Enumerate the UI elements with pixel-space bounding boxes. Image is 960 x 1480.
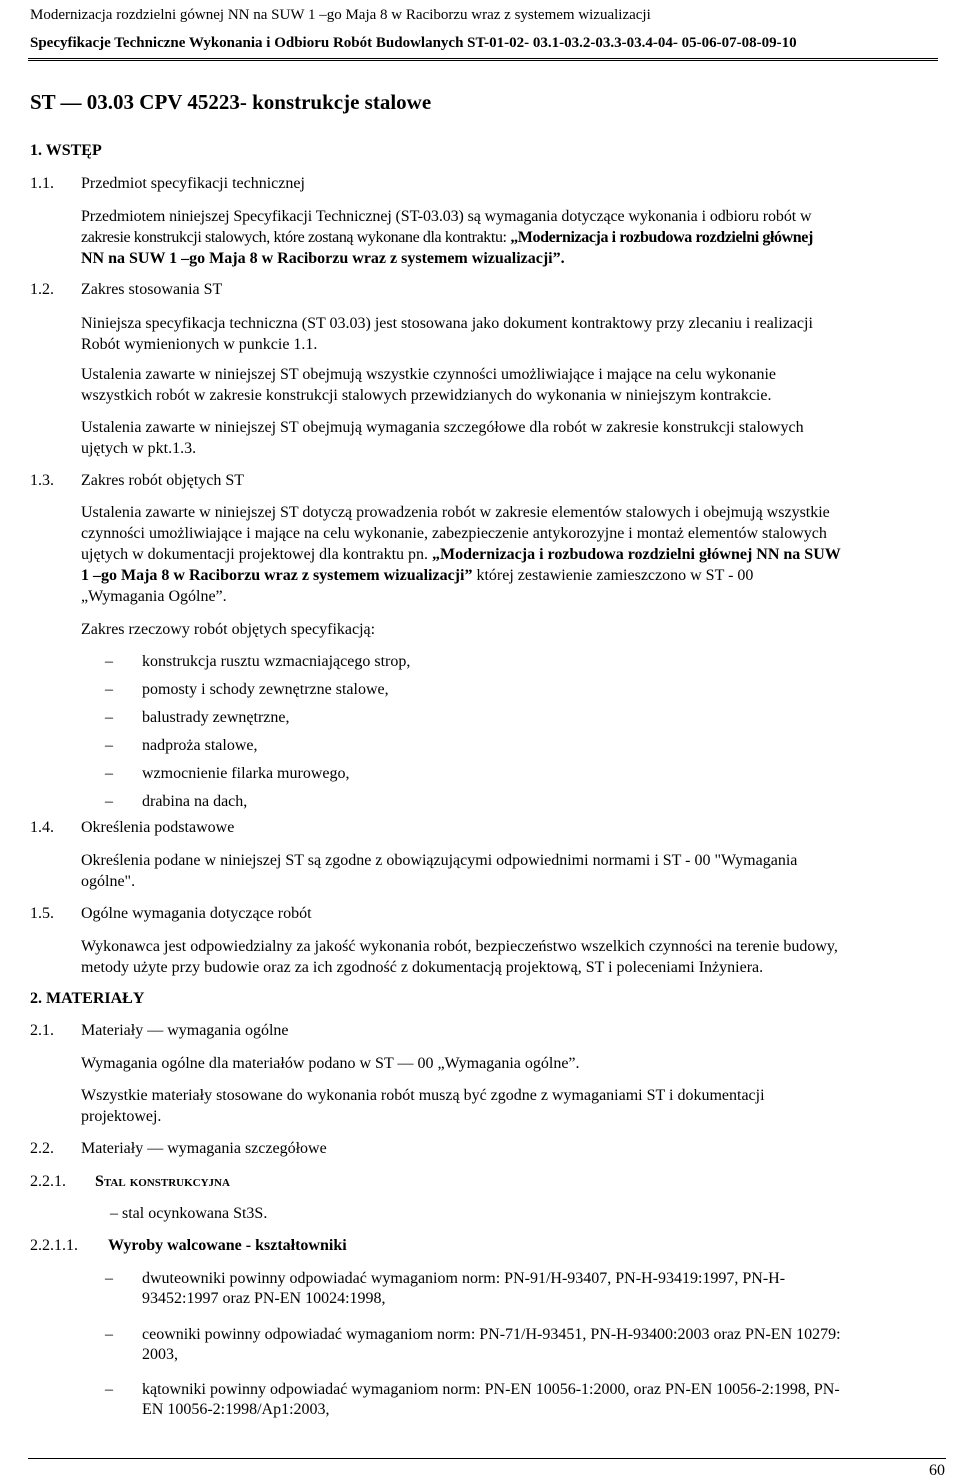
- section-1-2-text-line: Ustalenia zawarte w niniejszej ST obejmują wymagania szczegółowe dla robót w zakresie konstrukcji stalowych: [81, 419, 804, 436]
- section-2-1-text-line: projektowej.: [81, 1108, 162, 1125]
- page-number: 60: [929, 1462, 945, 1479]
- section-2-2-number: 2.2.: [30, 1140, 54, 1157]
- list-item: drabina na dach,: [142, 793, 248, 810]
- section-1-3-text-line: czynności umożliwiające i mające na celu wykonanie, zabezpieczenie antykorozyjne i montaż elementów stalowych: [81, 525, 827, 542]
- list-item: pomosty i schody zewnętrzne stalowe,: [142, 681, 389, 698]
- section-1-4-text-line: ogólne".: [81, 873, 136, 890]
- section-2-2-1-1-number: 2.2.1.1.: [30, 1237, 78, 1254]
- list-dash: –: [105, 1326, 113, 1343]
- section-1-3-text-line: „Wymagania Ogólne”.: [81, 588, 227, 605]
- running-header-spec: Specyfikacje Techniczne Wykonania i Odbioru Robót Budowlanych ST-01-02- 03.1-03.2-03.3-03.4-04- 05-06-07-08-09-10: [30, 35, 797, 51]
- running-header-title: Modernizacja rozdzielni gównej NN na SUW 1 –go Maja 8 w Raciborzu wraz z systemem wizualizacji: [30, 7, 651, 23]
- section-2-heading: 2. MATERIAŁY: [30, 990, 145, 1007]
- list-item: kątowniki powinny odpowiadać wymaganiom norm: PN-EN 10056-1:2000, oraz PN-EN 10056-2:1998, PN- EN 10056-2:1998/Ap1:2003,: [142, 1381, 840, 1418]
- list-dash: –: [105, 1381, 113, 1398]
- list-dash: –: [105, 737, 113, 754]
- section-1-4-text-line: Określenia podane w niniejszej ST są zgodne z obowiązującymi odpowiednimi normami i ST - 00 "Wymagania: [81, 852, 798, 869]
- list-dash: –: [105, 653, 113, 670]
- section-2-2-1-item: – stal ocynkowana St3S.: [110, 1205, 268, 1222]
- section-1-3-scope-intro: Zakres rzeczowy robót objętych specyfikacją:: [81, 621, 376, 638]
- section-2-1-number: 2.1.: [30, 1022, 54, 1039]
- section-2-2-1-1-heading: Wyroby walcowane - kształtowniki: [108, 1237, 347, 1254]
- page-title: ST — 03.03 CPV 45223- konstrukcje stalowe: [30, 90, 432, 114]
- section-1-4-heading: Określenia podstawowe: [81, 819, 235, 836]
- list-dash: –: [105, 709, 113, 726]
- section-2-2-1-heading: Stal konstrukcyjna: [95, 1173, 230, 1190]
- list-item: balustrady zewnętrzne,: [142, 709, 290, 726]
- section-1-5-heading: Ogólne wymagania dotyczące robót: [81, 905, 312, 922]
- section-1-5-text-line: Wykonawca jest odpowiedzialny za jakość wykonania robót, bezpieczeństwo wszelkich czynności na terenie budowy,: [81, 938, 838, 955]
- list-dash: –: [105, 793, 113, 810]
- footer-divider: [28, 1458, 946, 1459]
- section-1-heading: 1. WSTĘP: [30, 142, 102, 159]
- section-1-2-text-line: Niniejsza specyfikacja techniczna (ST 03.03) jest stosowana jako dokument kontraktowy przy zlecaniu i realizacji: [81, 315, 813, 332]
- section-2-2-1-number: 2.2.1.: [30, 1173, 66, 1190]
- section-1-3-number: 1.3.: [30, 472, 54, 489]
- section-1-2-text-line: Ustalenia zawarte w niniejszej ST obejmują wszystkie czynności umożliwiające i mające na celu wykonanie: [81, 366, 777, 383]
- section-1-1-number: 1.1.: [30, 175, 54, 192]
- section-1-1-text-line: Przedmiotem niniejszej Specyfikacji Technicznej (ST-03.03) są wymagania dotyczące wykonania i odbioru robót w: [81, 208, 812, 225]
- section-1-1-text-line: zakresie konstrukcji stalowych, które zostaną wykonane dla kontraktu: „Modernizacja i rozbudowa rozdzielni głównej: [81, 229, 813, 246]
- header-divider: [28, 58, 938, 61]
- section-2-1-heading: Materiały — wymagania ogólne: [81, 1022, 289, 1039]
- section-1-2-text-line: ujętych w pkt.1.3.: [81, 440, 197, 457]
- section-1-1-contract-name: NN na SUW 1 –go Maja 8 w Raciborzu wraz z systemem wizualizacji”.: [81, 250, 565, 267]
- list-item: konstrukcja rusztu wzmacniającego strop,: [142, 653, 411, 670]
- section-1-5-text-line: metody użyte przy budowie oraz za ich zgodność z dokumentacją projektową, ST i poleceniami Inżyniera.: [81, 959, 764, 976]
- section-1-2-text-line: Robót wymienionych w punkcie 1.1.: [81, 336, 318, 353]
- list-item: ceowniki powinny odpowiadać wymaganiom norm: PN-71/H-93451, PN-H-93400:2003 oraz PN-EN 10279: 2003,: [142, 1326, 841, 1363]
- section-2-1-text-line: Wszystkie materiały stosowane do wykonania robót muszą być zgodne z wymaganiami ST i dokumentacji: [81, 1087, 765, 1104]
- list-dash: –: [105, 681, 113, 698]
- section-1-3-text-line: Ustalenia zawarte w niniejszej ST dotyczą prowadzenia robót w zakresie elementów stalowych i obejmują wszystkie: [81, 504, 830, 521]
- section-1-2-text-line: wszystkich robót w zakresie konstrukcji stalowych przewidzianych do wykonania w niniejszym kontrakcie.: [81, 387, 772, 404]
- list-dash: –: [105, 765, 113, 782]
- section-2-2-heading: Materiały — wymagania szczegółowe: [81, 1140, 327, 1157]
- list-item: dwuteowniki powinny odpowiadać wymaganiom norm: PN-91/H-93407, PN-H-93419:1997, PN-H- 93452:1997 oraz PN-EN 10024:1998,: [142, 1270, 786, 1307]
- section-1-4-number: 1.4.: [30, 819, 54, 836]
- section-1-2-number: 1.2.: [30, 281, 54, 298]
- section-1-3-text-line: ujętych w dokumentacji projektowej dla kontraktu pn. „Modernizacja i rozbudowa rozdzielni głównej NN na SUW: [81, 546, 841, 563]
- list-item: nadproża stalowe,: [142, 737, 258, 754]
- section-1-2-heading: Zakres stosowania ST: [81, 281, 223, 298]
- list-dash: –: [105, 1270, 113, 1287]
- section-1-3-text-line: 1 –go Maja 8 w Raciborzu wraz z systemem wizualizacji” której zestawienie zamieszczono w ST - 00: [81, 567, 754, 584]
- section-1-1-heading: Przedmiot specyfikacji technicznej: [81, 175, 305, 192]
- list-item: wzmocnienie filarka murowego,: [142, 765, 350, 782]
- section-2-1-text-line: Wymagania ogólne dla materiałów podano w ST — 00 „Wymagania ogólne”.: [81, 1055, 580, 1072]
- section-1-5-number: 1.5.: [30, 905, 54, 922]
- section-1-3-heading: Zakres robót objętych ST: [81, 472, 245, 489]
